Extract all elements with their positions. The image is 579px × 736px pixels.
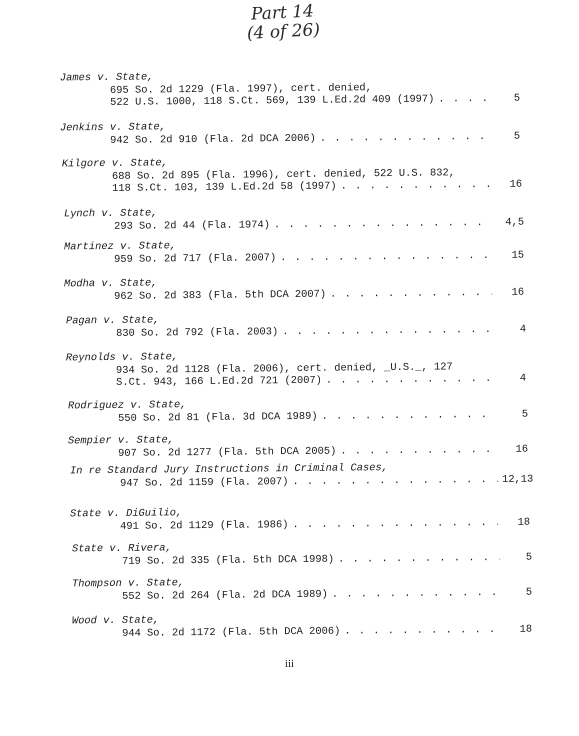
dot-leader xyxy=(282,323,494,338)
case-name: Jenkins v. State, xyxy=(59,121,167,135)
citation-line: 552 So. 2d 264 (Fla. 2d DCA 1989) xyxy=(122,588,328,603)
toa-entry-reynolds-v-state xyxy=(66,348,526,390)
page-reference: 5 xyxy=(525,551,533,564)
case-name: Sempier v. State, xyxy=(67,434,175,448)
citation-line: 550 So. 2d 81 (Fla. 3d DCA 1989) xyxy=(118,410,318,425)
toa-entry-pagan-v-state xyxy=(66,311,526,341)
case-name: Modha v. State, xyxy=(63,277,158,291)
dot-leader xyxy=(326,373,494,387)
toa-entry-wood-v-state xyxy=(72,611,532,641)
page-reference: 5 xyxy=(513,130,521,143)
citation-line: 688 So. 2d 895 (Fla. 1996), cert. denied, 522 U.S. 832, xyxy=(111,166,456,183)
page-number: iii xyxy=(284,658,295,670)
citation-line: 522 U.S. 1000, 118 S.Ct. 569, 139 L.Ed.2d 409 (1997) xyxy=(110,93,435,109)
toa-entry-in-re-standard-jury-instructions-in-criminal-cases xyxy=(69,461,534,491)
toa-entry-martinez-v-state xyxy=(64,237,524,267)
dot-leader xyxy=(280,249,492,264)
citation-line: 962 So. 2d 383 (Fla. 5th DCA 2007) xyxy=(114,288,327,303)
page-reference: 4 xyxy=(519,323,527,336)
citation-line: 719 So. 2d 335 (Fla. 5th DCA 1998) xyxy=(122,553,335,568)
case-name: Pagan v. State, xyxy=(65,314,160,328)
toa-entry-james-v-state xyxy=(60,68,520,110)
dot-leader xyxy=(338,551,500,565)
page-reference: 5 xyxy=(521,408,529,421)
case-name: Martinez v. State, xyxy=(63,240,177,254)
handwritten-part-label: Part 14 xyxy=(250,1,315,25)
case-name: In re Standard Jury Instructions in Criminal Cases, xyxy=(69,462,389,478)
case-name: State v. DiGuilio, xyxy=(69,507,183,521)
case-name: Wood v. State, xyxy=(71,614,160,628)
dot-leader xyxy=(332,586,500,600)
citation-line: 944 So. 2d 1172 (Fla. 5th DCA 2006) xyxy=(122,625,341,640)
toa-entry-kilgore-v-state xyxy=(62,154,522,196)
page-reference: 16 xyxy=(511,286,525,299)
citation-line: 118 S.Ct. 103, 139 L.Ed.2d 58 (1997) xyxy=(112,180,337,195)
dot-leader xyxy=(274,216,492,231)
case-name: Thompson v. State, xyxy=(71,577,185,591)
citation-line: 942 So. 2d 910 (Fla. 2d DCA 2006) xyxy=(110,132,316,147)
page-reference: 5 xyxy=(513,92,521,105)
page-reference: 16 xyxy=(509,178,523,191)
dot-leader xyxy=(292,516,498,531)
dot-leader xyxy=(340,443,496,457)
citation-line: 959 So. 2d 717 (Fla. 2007) xyxy=(114,251,277,266)
toa-entry-lynch-v-state xyxy=(64,204,524,234)
dot-leader xyxy=(344,623,500,637)
toa-entry-sempier-v-state xyxy=(68,431,528,461)
case-name: Reynolds v. State, xyxy=(65,351,179,365)
citation-line: 947 So. 2d 1159 (Fla. 2007) xyxy=(120,475,289,490)
page-reference: 18 xyxy=(519,623,533,636)
citation-line: 830 So. 2d 792 (Fla. 2003) xyxy=(116,325,279,340)
page-reference: 4 xyxy=(519,372,527,385)
toa-entry-state-v-diguilio xyxy=(70,504,530,534)
citation-line: 491 So. 2d 1129 (Fla. 1986) xyxy=(120,518,289,533)
case-name: Kilgore v. State, xyxy=(61,157,168,171)
citation-line: S.Ct. 943, 166 L.Ed.2d 721 (2007) xyxy=(116,374,322,389)
citation-line: 293 So. 2d 44 (Fla. 1974) xyxy=(114,218,271,233)
page-reference: 15 xyxy=(511,249,525,262)
dot-leader xyxy=(438,93,488,106)
citation-line: 934 So. 2d 1128 (Fla. 2006), cert. denied, _U.S._, 127 xyxy=(115,360,453,377)
dot-leader xyxy=(322,408,497,422)
toa-entry-modha-v-state xyxy=(64,274,524,304)
toa-entry-jenkins-v-state xyxy=(60,118,520,148)
toa-entry-state-v-rivera xyxy=(72,539,532,569)
toa-entry-thompson-v-state xyxy=(72,574,532,604)
dot-leader xyxy=(292,473,498,488)
case-name: State v. Rivera, xyxy=(71,542,172,556)
dot-leader xyxy=(341,179,491,193)
citation-line: 695 So. 2d 1229 (Fla. 1997), cert. denied, xyxy=(109,81,372,97)
page-reference: 16 xyxy=(515,443,529,456)
citation-line: 907 So. 2d 1277 (Fla. 5th DCA 2005) xyxy=(118,445,337,460)
dot-leader xyxy=(330,286,492,300)
handwritten-part-count: (4 of 26) xyxy=(246,20,321,44)
page-reference: 5 xyxy=(525,586,533,599)
page-reference: 18 xyxy=(517,516,531,529)
case-name: Lynch v. State, xyxy=(63,207,158,221)
page-reference: 4,5 xyxy=(505,216,525,229)
toa-entry-rodriguez-v-state xyxy=(68,396,528,426)
case-name: James v. State, xyxy=(59,71,154,85)
case-name: Rodriguez v. State, xyxy=(67,399,187,413)
dot-leader xyxy=(320,130,488,144)
page-reference: 12,13 xyxy=(501,473,534,486)
